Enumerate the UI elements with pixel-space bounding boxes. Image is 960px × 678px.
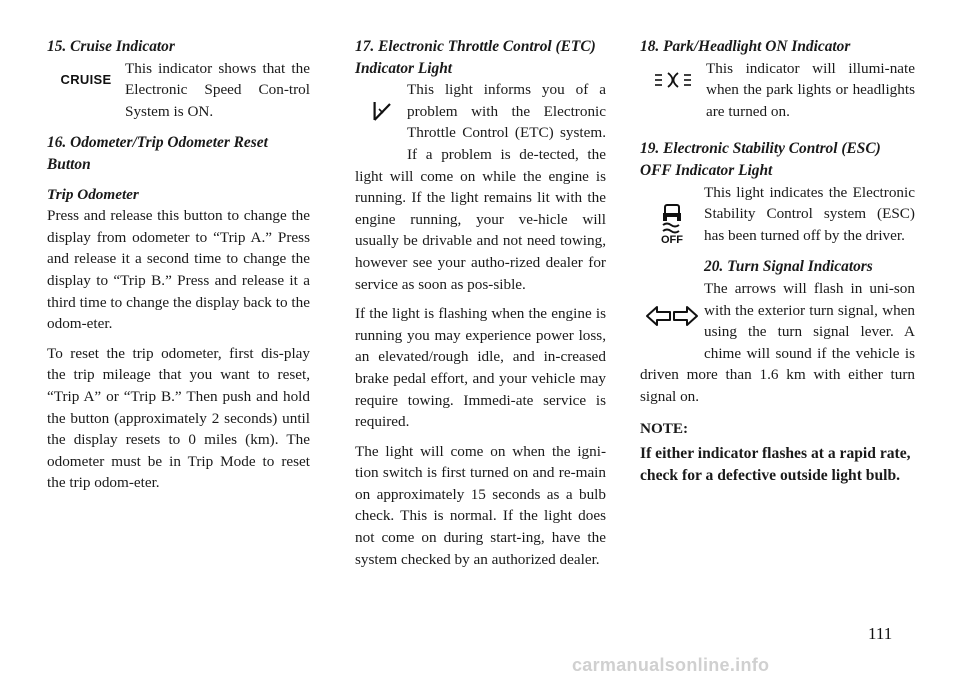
section-16-paragraph-1: Press and release this button to change the display from odometer to “Trip A.” Press and release it a second time to change the display to “Trip B.” Press and release it a third time to change the display back to the odom-eter. — [47, 207, 310, 333]
section-15-body: This indicator shows that the Electronic Speed Con-trol System is ON. — [125, 59, 310, 120]
turn-signal-arrows-icon — [640, 278, 704, 354]
section-16-title: 16. Odometer/Trip Odometer Reset Button — [47, 134, 268, 173]
section-16-paragraph-2: To reset the trip odometer, first dis-play the trip mileage that you want to reset, “Trip A” or “Trip B.” Then push and hold the button (approximately 2 seconds) until the display resets to 0 miles (km). The odometer must be in Trip Mode to reset the trip odom-eter. — [47, 344, 310, 492]
column-left — [47, 36, 310, 494]
section-19-body: This light indicates the Electronic Stability Control system (ESC) has been turned off by the driver. — [704, 183, 915, 244]
watermark: carmanualsonline.info — [572, 655, 770, 675]
page-number: 111 — [868, 624, 893, 643]
section-17 — [355, 79, 606, 295]
column-middle — [355, 36, 606, 570]
etc-indicator-icon — [355, 79, 407, 145]
section-20 — [640, 278, 915, 408]
section-18-body: This indicator will illumi-nate when the park lights or headlights are turned on. — [706, 59, 915, 120]
section-18 — [640, 58, 915, 123]
cruise-icon-label: CRUISE — [60, 71, 112, 87]
section-20-title: 20. Turn Signal Indicators — [704, 258, 873, 276]
section-18-title: 18. Park/Headlight ON Indicator — [640, 38, 851, 55]
section-17-paragraph-2: If the light is flashing when the engine is running you may experience power loss, an elevated/rough idle, and in-creased brake pedal effort, and your vehicle may require towing. Immedi-ate service is required. — [355, 305, 606, 431]
section-20-body: The arrows will flash in uni-son with the exterior turn signal, when using the turn signal lever. A chime will sound if the vehicle is driven more than 1.6 km with either turn signal on. — [640, 279, 915, 405]
section-17-title: 17. Electronic Throttle Control (ETC) Indicator Light — [355, 38, 596, 77]
headlight-indicator-icon — [640, 58, 706, 102]
section-19-title: 19. Electronic Stability Control (ESC) OFF Indicator Light — [640, 140, 881, 179]
column-right — [640, 36, 915, 486]
note-body: If either indicator flashes at a rapid rate, check for a defective outside light bulb. — [640, 445, 911, 484]
esc-off-icon-label: OFF — [661, 234, 683, 247]
section-17-paragraph-3: The light will come on when the igni-tion switch is first turned on and re-main on approximately 15 seconds as a bulb check. This is normal. If the light does not come on during start-ing, have the system checked by an authorized dealer. — [355, 442, 606, 568]
section-15-title: 15. Cruise Indicator — [47, 38, 175, 55]
esc-off-indicator-icon — [640, 182, 704, 268]
section-16-subheading: Trip Odometer — [47, 185, 139, 203]
cruise-indicator-icon — [47, 58, 125, 102]
section-19 — [640, 182, 915, 247]
section-15 — [47, 58, 310, 123]
section-17-body: This light informs you of a problem with the Electronic Throttle Control (ETC) system. If a problem is de-tected, the light will come on while the engine is running. If the light remains lit with the engine running, your ve-hicle will usually be drivable and not need towing, however see your autho-rized dealer for service as soon as pos-sible. — [355, 81, 606, 293]
note-heading: NOTE: — [640, 419, 689, 437]
